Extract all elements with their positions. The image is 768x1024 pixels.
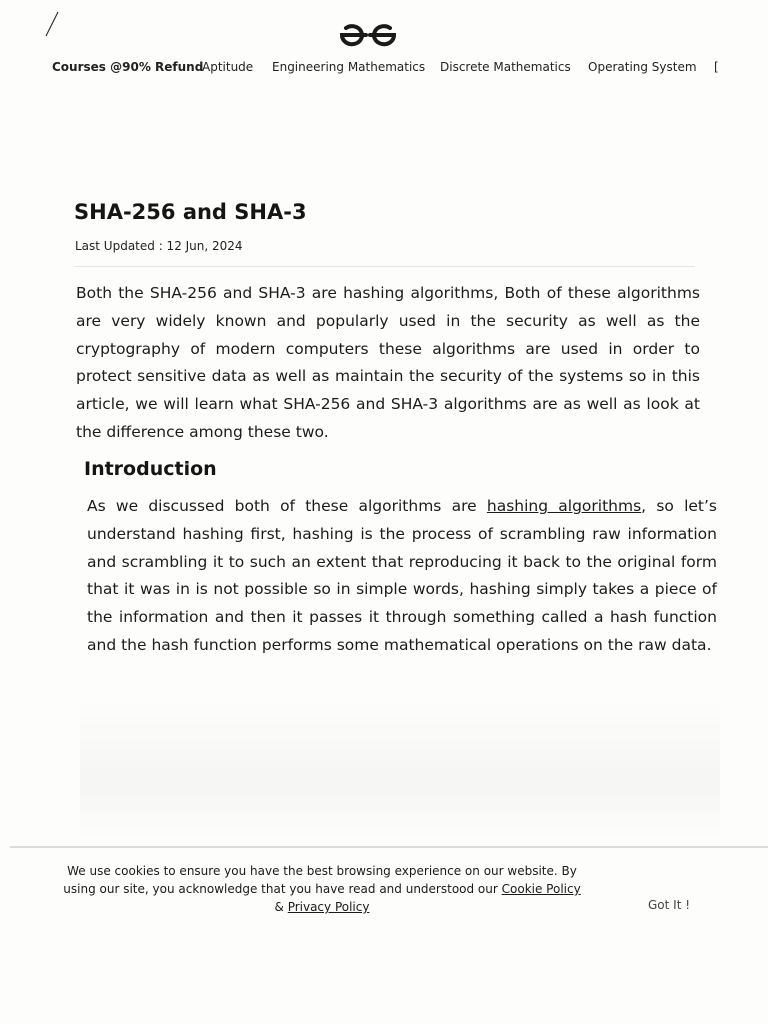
nav-item-discrete-mathematics[interactable]: Discrete Mathematics <box>440 60 571 74</box>
nav-item-overflow[interactable]: [ <box>714 60 719 74</box>
section-paragraph <box>87 493 717 660</box>
got-it-button[interactable]: Got It ! <box>648 898 691 912</box>
privacy-policy-link[interactable]: Privacy Policy <box>287 900 370 914</box>
nav-item-aptitude[interactable]: Aptitude <box>202 60 254 74</box>
cookie-banner-divider <box>10 846 768 848</box>
cookie-banner-text <box>60 862 584 916</box>
nav-item-courses[interactable]: Courses @90% Refund <box>52 60 204 74</box>
site-logo-icon[interactable] <box>336 20 400 50</box>
faded-background-content <box>80 700 720 840</box>
pen-mark-icon <box>42 10 62 38</box>
section-heading: Introduction <box>84 458 217 480</box>
article-title: SHA-256 and SHA-3 <box>74 200 307 224</box>
nav-item-operating-system[interactable]: Operating System <box>588 60 697 74</box>
hashing-algorithms-link[interactable]: hashing algorithms <box>486 497 642 515</box>
intro-paragraph: Both the SHA-256 and SHA-3 are hashing algorithms, Both of these algorithms are very widely known and popularly used in the security as well as the cryptography of modern computers these algorithms are used in order to protect sensitive data as well as maintain the security of the systems so in this article, we will learn what SHA-256 and SHA-3 algorithms are as well as look at the difference among these two. <box>76 284 700 441</box>
cookie-text-before: We use cookies to ensure you have the best browsing experience on our website. By using our site, you acknowledge that you have read and understood our <box>63 864 577 896</box>
last-updated: Last Updated : 12 Jun, 2024 <box>75 239 243 253</box>
cookie-text-between: & <box>274 900 288 914</box>
divider <box>75 266 695 267</box>
section-text-before: As we discussed both of these algorithms are <box>87 497 487 515</box>
nav-item-engineering-mathematics[interactable]: Engineering Mathematics <box>272 60 426 74</box>
top-nav <box>52 60 768 80</box>
cookie-policy-link[interactable]: Cookie Policy <box>501 882 581 896</box>
section-text-after: , so let’s understand hashing first, hashing is the process of scrambling raw information and scrambling it to such an extent that reproducing it back to the original form that it was in is not possible so in simple words, hashing simply takes a piece of the information and then it passes it through something called a hash function and the hash function performs some mathematical operations on the raw data. <box>87 497 718 654</box>
